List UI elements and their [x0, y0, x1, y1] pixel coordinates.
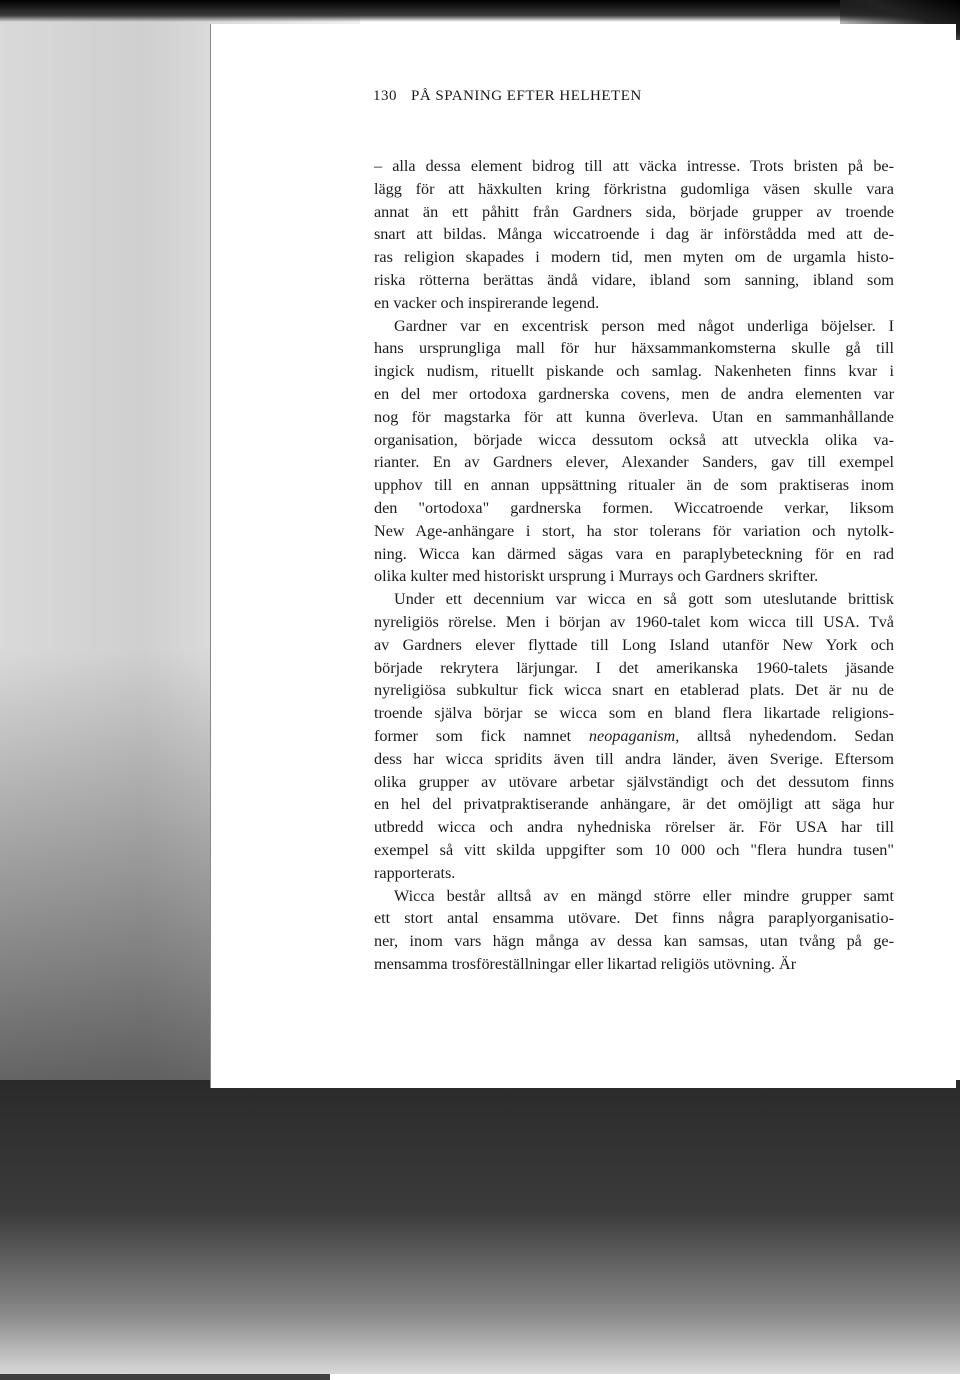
book-page	[210, 24, 956, 1088]
page-number: 130	[373, 88, 397, 104]
text-line: nyreligiös rörelse. Men i början av 1960-talet kom wicca till USA. Två	[374, 612, 894, 631]
scan-edge-top	[0, 0, 960, 22]
text-line: olika kulter med historiskt ursprung i Murrays och Gardners skrifter.	[374, 567, 819, 586]
running-head-title: PÅ SPANING EFTER HELHETEN	[411, 88, 642, 104]
text-line: Under ett decennium var wicca en så gott som uteslutande brittisk	[394, 590, 894, 609]
paragraph	[374, 588, 894, 884]
text-line: snart att bildas. Många wiccatroende i dag är införstådda med att de-	[374, 225, 894, 244]
text-line: Gardner var en excentrisk person med något underliga böjelser. I	[394, 316, 894, 335]
text-line: exempel så vitt skilda uppgifter som 10 000 och "flera hundra tusen"	[374, 840, 894, 859]
text-line: nog för magstarka för att kunna överleva. Utan en sammanhållande	[374, 407, 894, 426]
text-line: New Age-anhängare i stort, ha stor tolerans för variation och nytolk-	[374, 521, 894, 540]
text-line: organisation, började wicca dessutom också att utveckla olika va-	[374, 430, 894, 449]
paragraph	[374, 315, 894, 589]
text-line: ingick nudism, rituellt piskande och samlag. Nakenheten finns kvar i	[374, 362, 894, 381]
text-line: en hel del privatpraktiserande anhängare, är det omöjligt att säga hur	[374, 795, 894, 814]
text-line: former som fick namnet neopaganism, alltså nyhedendom. Sedan	[374, 726, 894, 745]
text-line: utbredd wicca och andra nyhedniska rörelser är. För USA har till	[374, 818, 894, 837]
text-line: mensamma trosföreställningar eller likartad religiös utövning. Är	[374, 954, 797, 973]
text-line: olika grupper av utövare arbetar självständigt och det dessutom finns	[374, 772, 894, 791]
text-line: rianter. En av Gardners elever, Alexander Sanders, gav till exempel	[374, 453, 894, 472]
text-line: ner, inom vars hägn många av dessa kan samsas, utan tvång på ge-	[374, 932, 894, 951]
text-line: Wicca består alltså av en mängd större eller mindre grupper samt	[394, 886, 894, 905]
text-line: ett stort antal ensamma utövare. Det finns några paraplyorganisatio-	[374, 909, 894, 928]
text-line: upphov till en annan uppsättning ritualer än de som praktiseras inom	[374, 476, 894, 495]
text-line: riska rötterna berättas ändå vidare, ibland som sanning, ibland som	[374, 270, 894, 289]
text-line: lägg för att häxkulten kring förkristna gudomliga väsen skulle vara	[374, 179, 894, 198]
text-line: ras religion skapades i modern tid, men myten om de urgamla histo-	[374, 248, 894, 267]
text-line: den "ortodoxa" gardnerska formen. Wiccatroende verkar, liksom	[374, 498, 894, 517]
text-line: annat än ett påhitt från Gardners sida, började grupper av troende	[374, 202, 894, 221]
running-head	[373, 88, 642, 105]
text-line: nyreligiösa subkultur fick wicca snart en etablerad plats. Det är nu de	[374, 681, 894, 700]
text-line: hans ursprungliga mall för hur häxsammankomsterna skulle gå till	[374, 339, 894, 358]
text-line: en del mer ortodoxa gardnerska covens, men de andra elementen var	[374, 384, 894, 403]
text-line: rapporterats.	[374, 863, 456, 882]
text-line: en vacker och inspirerande legend.	[374, 293, 600, 312]
text-line: började rekrytera lärjungar. I det amerikanska 1960-talets jäsande	[374, 658, 894, 677]
text-line: troende själva börjar se wicca som en bland flera likartade religions-	[374, 704, 894, 723]
text-line: dess har wicca spridits även till andra länder, även Sverige. Eftersom	[374, 749, 894, 768]
paragraph	[374, 885, 894, 976]
text-line: av Gardners elever flyttade till Long Island utanför New York och	[374, 635, 894, 654]
text-line: – alla dessa element bidrog till att väcka intresse. Trots bristen på be-	[374, 157, 894, 175]
body-text	[374, 155, 894, 976]
scan-background-bottom	[0, 1080, 960, 1374]
text-line: ning. Wicca kan därmed sägas vara en paraplybeteckning för en rad	[374, 544, 894, 563]
paragraph	[374, 155, 894, 315]
